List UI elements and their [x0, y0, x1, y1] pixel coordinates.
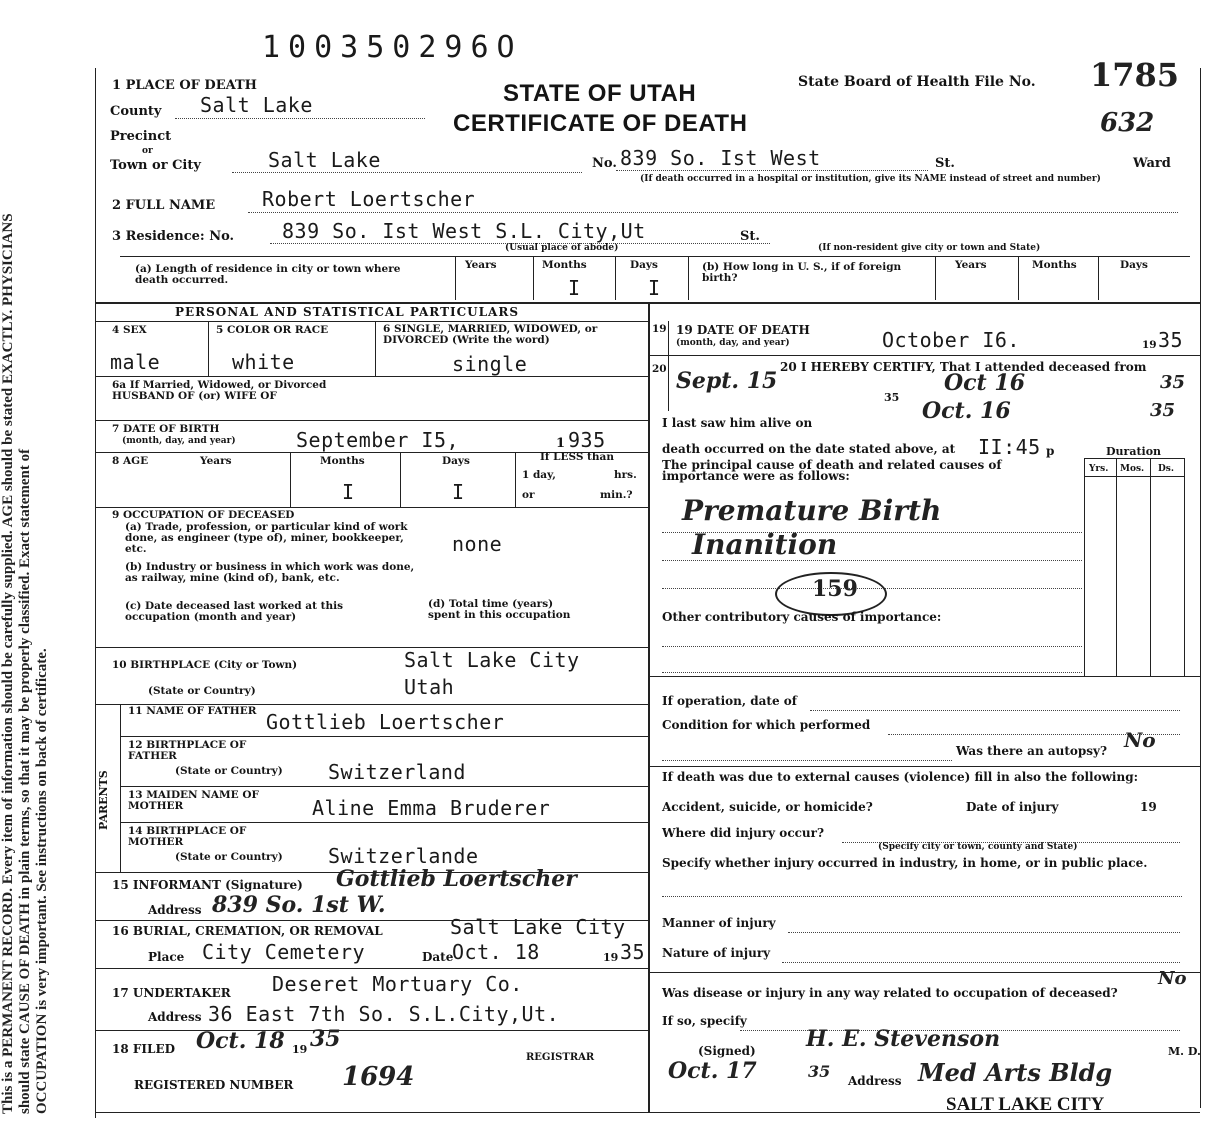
dod-year-prefix: 19	[1142, 339, 1157, 351]
occupation-d: (d) Total time (years) spent in this occupation	[428, 598, 571, 621]
street-value: 839 So. Ist West	[620, 146, 821, 170]
dod-year: 35	[1158, 328, 1184, 352]
injury-date-label: Date of injury	[966, 800, 1059, 814]
attended-year1: 35	[884, 391, 900, 404]
age-days-label: Days	[442, 455, 470, 467]
or-label: or	[142, 146, 153, 156]
occupation-a: (a) Trade, profession, or particular kind of work done, as engineer (type of), miner, bookkeeper, etc.	[125, 521, 408, 555]
burial-year: 35	[620, 940, 646, 964]
years-header: Years	[465, 259, 497, 271]
occ-related-label: Was disease or injury in any way related to occupation of deceased?	[662, 986, 1118, 1000]
registered-label: REGISTERED NUMBER	[134, 1078, 294, 1092]
informant-label: 15 INFORMANT (Signature)	[112, 878, 303, 892]
dod-value: October I6.	[882, 328, 1020, 352]
undertaker-label: 17 UNDERTAKER	[112, 986, 231, 1000]
spouse-label: 6a If Married, Widowed, or Divorced HUSBAND OF (or) WIFE OF	[112, 379, 327, 402]
md-label: M. D.	[1168, 1045, 1201, 1058]
contributory-label: Other contributory causes of importance:	[662, 610, 942, 624]
dob-sub: (month, day, and year)	[122, 436, 236, 446]
color-label: 5 COLOR OR RACE	[216, 324, 329, 336]
dod-number: 19	[652, 323, 667, 335]
signed-year: 35	[808, 1062, 831, 1081]
age-months-value: I	[342, 480, 355, 504]
last-saw-label: I last saw him alive on	[662, 416, 813, 430]
duration-label: Duration	[1106, 445, 1162, 458]
color-value: white	[232, 350, 295, 374]
nonresident-note: (If non-resident give city or town and State)	[818, 243, 1041, 253]
external-label: If death was due to external causes (violence) fill in also the following:	[662, 770, 1139, 784]
cause-1: Premature Birth	[682, 494, 942, 527]
mother-birthplace-label: 14 BIRTHPLACE OF MOTHER	[128, 825, 247, 848]
occupation-label: 9 OCCUPATION OF DECEASED	[112, 509, 295, 521]
serial-number: 100350296O	[262, 30, 523, 65]
personal-heading: PERSONAL AND STATISTICAL PARTICULARS	[175, 305, 520, 319]
sex-label: 4 SEX	[112, 324, 147, 336]
physician-address-label: Address	[848, 1074, 902, 1088]
undertaker-address: 36 East 7th So. S.L.City,Ut.	[208, 1002, 560, 1026]
county-value: Salt Lake	[200, 93, 313, 117]
dob-year: 935	[568, 428, 606, 452]
board-label: State Board of Health File No.	[798, 74, 1036, 90]
residence-st-label: St.	[740, 229, 760, 244]
filed-year-prefix: 19	[292, 1043, 308, 1056]
burial-place: City Cemetery	[202, 940, 366, 964]
registrar-label: REGISTRAR	[526, 1052, 595, 1063]
side-instructions	[0, 24, 51, 1124]
ward-label: Ward	[1133, 156, 1171, 171]
length-residence-label: (a) Length of residence in city or town where death occurred.	[135, 263, 401, 286]
full-name-label: 2 FULL NAME	[112, 198, 216, 213]
precinct-label: Precinct	[110, 129, 172, 144]
less-than-label: If LESS than	[540, 451, 614, 463]
town-value: Salt Lake	[268, 148, 381, 172]
physician-city: SALT LAKE CITY	[946, 1094, 1105, 1115]
last-saw-value: Oct. 16	[922, 398, 1011, 424]
cause-code: 159	[812, 576, 858, 602]
frame-right	[1200, 68, 1201, 1108]
dob-label: 7 DATE OF BIRTH	[112, 423, 220, 435]
age-days-value: I	[452, 480, 465, 504]
condition-label: Condition for which performed	[662, 718, 871, 732]
certify-label: 20 I HEREBY CERTIFY, That I attended deceased from	[780, 360, 1147, 374]
certify-number: 20	[652, 363, 667, 375]
burial-place-label: Place	[148, 950, 185, 964]
cause-label: The principal cause of death and related causes of importance were as follows:	[662, 458, 1002, 483]
father-value: Gottlieb Loertscher	[266, 710, 505, 734]
full-name-value: Robert Loertscher	[262, 187, 476, 211]
hospital-note: (If death occurred in a hospital or institution, give its NAME instead of street and number)	[640, 174, 1101, 184]
place-of-death-label: 1 PLACE OF DEATH	[112, 78, 257, 93]
dob-value: September I5,	[296, 428, 460, 452]
informant-signature: Gottlieb Loertscher	[336, 866, 577, 892]
where-note: (Specify city or town, county and State)	[878, 842, 1078, 852]
father-label: 11 NAME OF FATHER	[128, 705, 257, 717]
months-header: Months	[542, 259, 587, 271]
nature-label: Nature of injury	[662, 946, 771, 960]
birthplace-label: 10 BIRTHPLACE (City or Town)	[112, 659, 298, 671]
file-number: 1785	[1090, 56, 1180, 94]
occupation-b: (b) Industry or business in which work was done, as railway, mine (kind of), bank, etc.	[125, 561, 415, 584]
registered-number: 1694	[342, 1062, 415, 1092]
abode-note: (Usual place of abode)	[505, 243, 619, 253]
if-so-label: If so, specify	[662, 1014, 747, 1028]
death-time-suffix: p	[1046, 444, 1055, 458]
us-years-header: Years	[955, 259, 987, 271]
no-label: No.	[592, 156, 617, 171]
side-line-2: should state CAUSE OF DEATH in plain terms, so that it may be properly classified. Exact statement of	[17, 448, 33, 1114]
burial-year-prefix: 19	[603, 951, 619, 964]
filed-date: Oct. 18	[196, 1028, 285, 1054]
occupation-c: (c) Date deceased last worked at this occupation (month and year)	[125, 600, 343, 623]
father-birthplace-label: 12 BIRTHPLACE OF FATHER	[128, 739, 247, 762]
note-number: 632	[1100, 108, 1155, 138]
father-birthplace: Switzerland	[328, 760, 466, 784]
filed-label: 18 FILED	[112, 1042, 175, 1056]
informant-address-label: Address	[148, 903, 202, 917]
undertaker-address-label: Address	[148, 1010, 202, 1024]
manner-label: Manner of injury	[662, 916, 776, 930]
side-line-3: OCCUPATION is very important. See instructions on back of certificate.	[34, 648, 50, 1114]
less-day-label: 1 day,	[522, 469, 556, 481]
ds-header: Ds.	[1158, 464, 1175, 474]
us-months-header: Months	[1032, 259, 1077, 271]
burial-label: 16 BURIAL, CREMATION, OR REMOVAL	[112, 924, 383, 938]
state-title: STATE OF UTAH	[503, 80, 697, 107]
mos-header: Mos.	[1120, 464, 1145, 474]
specify-label: Specify whether injury occurred in industry, in home, or in public place.	[662, 856, 1148, 870]
sex-value: male	[110, 350, 161, 374]
mother-birthplace: Switzerlande	[328, 844, 479, 868]
mother-label: 13 MAIDEN NAME OF MOTHER	[128, 789, 259, 812]
birthplace-city: Salt Lake City	[404, 648, 580, 672]
informant-address: 839 So. 1st W.	[212, 892, 386, 918]
parents-label: PARENTS	[97, 770, 110, 830]
physician-address: Med Arts Bldg	[918, 1058, 1113, 1087]
undertaker-name: Deseret Mortuary Co.	[272, 972, 523, 996]
cause-2: Inanition	[692, 528, 838, 561]
dod-label: 19 DATE OF DEATH	[676, 323, 810, 337]
mother-state-label: (State or Country)	[175, 851, 283, 863]
dob-year-prefix: 1	[556, 436, 566, 451]
occupation-value: none	[452, 532, 503, 556]
town-label: Town or City	[110, 158, 201, 173]
residence-label: 3 Residence: No.	[112, 229, 235, 244]
autopsy-value: No	[1124, 728, 1156, 752]
injury-year-prefix: 19	[1140, 800, 1157, 814]
certificate-title: CERTIFICATE OF DEATH	[453, 110, 748, 137]
operation-label: If operation, date of	[662, 694, 797, 708]
filed-year: 35	[310, 1026, 341, 1052]
residence-value: 839 So. Ist West S.L. City,Ut	[282, 219, 646, 243]
us-days-header: Days	[1120, 259, 1148, 271]
attended-year2: 35	[1160, 372, 1186, 393]
age-months-label: Months	[320, 455, 365, 467]
birthplace-state: Utah	[404, 675, 455, 699]
age-years-label: Years	[200, 455, 232, 467]
burial-city: Salt Lake City	[450, 915, 626, 939]
dod-sub: (month, day, and year)	[676, 338, 790, 348]
death-occurred-label: death occurred on the date stated above, at	[662, 442, 956, 456]
yrs-header: Yrs.	[1089, 464, 1109, 474]
st-label: St.	[935, 156, 955, 171]
marital-value: single	[452, 352, 528, 376]
death-time: II:45	[978, 435, 1041, 459]
physician-signature: H. E. Stevenson	[806, 1026, 1001, 1052]
last-saw-year: 35	[1150, 400, 1176, 421]
residence-days-value: I	[648, 276, 661, 300]
autopsy-label: Was there an autopsy?	[956, 744, 1108, 758]
mother-value: Aline Emma Bruderer	[312, 796, 551, 820]
marital-label: 6 SINGLE, MARRIED, WIDOWED, or DIVORCED (Write the word)	[383, 323, 598, 346]
days-header: Days	[630, 259, 658, 271]
signed-date: Oct. 17	[668, 1058, 757, 1084]
county-label: County	[110, 104, 162, 119]
attended-from: Sept. 15	[676, 368, 778, 394]
signed-label: (Signed)	[698, 1044, 756, 1058]
birthplace-state-label: (State or Country)	[148, 685, 256, 697]
burial-date-label: Date	[422, 950, 454, 964]
accident-label: Accident, suicide, or homicide?	[662, 800, 873, 814]
occ-related-value: No	[1158, 968, 1187, 989]
residence-months-value: I	[568, 276, 581, 300]
min-label: min.?	[600, 489, 633, 501]
where-label: Where did injury occur?	[662, 826, 825, 840]
or-min-label: or	[522, 489, 535, 501]
hrs-label: hrs.	[614, 469, 637, 481]
age-label: 8 AGE	[112, 455, 149, 467]
frame-left	[95, 68, 96, 1118]
us-residence-label: (b) How long in U. S., if of foreign birth?	[702, 261, 902, 284]
side-line-1: This is a PERMANENT RECORD. Every item of information should be carefully supplied. AGE should be stated EXACTLY. PHYSICIANS	[0, 213, 16, 1114]
burial-date: Oct. 18	[452, 940, 540, 964]
attended-to: Oct 16	[944, 370, 1025, 396]
father-state-label: (State or Country)	[175, 765, 283, 777]
